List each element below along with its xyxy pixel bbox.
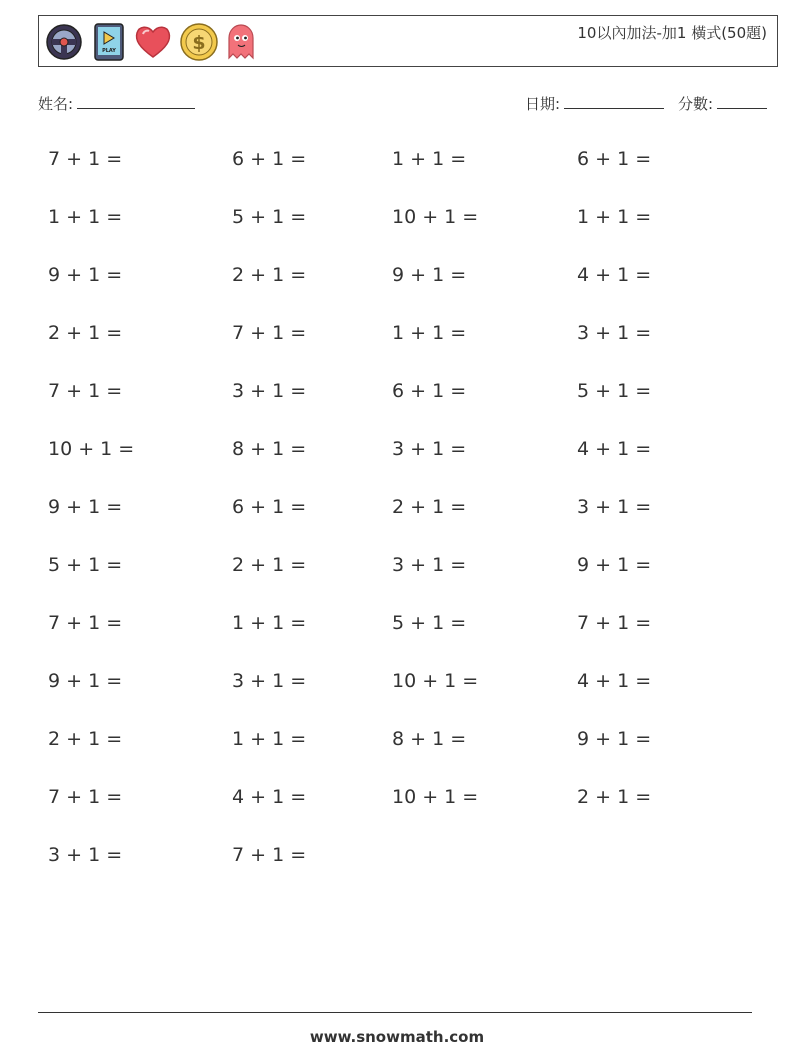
problem-item: 9 + 1 = [48,670,123,692]
problem-item: 5 + 1 = [577,380,652,402]
score-blank[interactable] [717,94,767,109]
problem-item: 3 + 1 = [392,554,467,576]
problem-item: 9 + 1 = [577,728,652,750]
problem-item: 7 + 1 = [48,786,123,808]
problem-item: 2 + 1 = [577,786,652,808]
footer-divider [38,1012,752,1013]
problem-item: 6 + 1 = [232,148,307,170]
problem-item: 1 + 1 = [232,612,307,634]
problem-item: 1 + 1 = [577,206,652,228]
heart-icon [133,22,173,62]
footer-website: www.snowmath.com [309,1028,485,1046]
problem-item: 4 + 1 = [577,438,652,460]
icon-strip [43,22,257,62]
problem-item: 3 + 1 = [392,438,467,460]
problem-item: 2 + 1 = [232,554,307,576]
problem-item: 5 + 1 = [232,206,307,228]
problem-item: 2 + 1 = [232,264,307,286]
problem-item: 5 + 1 = [48,554,123,576]
problem-item: 2 + 1 = [48,728,123,750]
header-box [38,15,778,67]
problem-item: 7 + 1 = [48,380,123,402]
svg-text:PLAY: PLAY [102,48,116,54]
problem-item: 10 + 1 = [48,438,135,460]
name-label: 姓名: [38,95,74,113]
problem-item: 9 + 1 = [48,496,123,518]
steering-wheel-icon [43,22,85,62]
problem-item: 7 + 1 = [577,612,652,634]
play-tablet-icon [91,22,127,62]
date-label: 日期: [525,95,561,113]
problem-item: 8 + 1 = [232,438,307,460]
problem-item: 9 + 1 = [392,264,467,286]
problem-item: 3 + 1 = [232,670,307,692]
problem-item: 10 + 1 = [392,206,479,228]
score-label: 分數: [678,95,714,113]
score-field [678,93,767,114]
pink-ghost-icon [225,22,257,62]
date-field [525,93,664,114]
problem-item: 1 + 1 = [392,322,467,344]
problem-item: 5 + 1 = [392,612,467,634]
problem-item: 10 + 1 = [392,670,479,692]
problem-item: 3 + 1 = [232,380,307,402]
problem-item: 3 + 1 = [48,844,123,866]
problem-item: 7 + 1 = [232,844,307,866]
name-blank[interactable] [77,94,195,109]
problem-item: 2 + 1 = [48,322,123,344]
problem-item: 3 + 1 = [577,322,652,344]
problem-item: 6 + 1 = [577,148,652,170]
problem-item: 9 + 1 = [48,264,123,286]
dollar-coin-icon [179,22,219,62]
problem-item: 9 + 1 = [577,554,652,576]
problem-item: 7 + 1 = [48,148,123,170]
problem-item: 4 + 1 = [577,264,652,286]
problem-item: 7 + 1 = [232,322,307,344]
problem-item: 6 + 1 = [392,380,467,402]
svg-text:$: $ [192,32,206,54]
name-field [38,93,195,114]
problem-item: 1 + 1 = [232,728,307,750]
problem-item: 1 + 1 = [48,206,123,228]
problem-item: 6 + 1 = [232,496,307,518]
worksheet-title: 10以內加法-加1 橫式(50題) [577,24,767,42]
problem-item: 2 + 1 = [392,496,467,518]
problem-item: 10 + 1 = [392,786,479,808]
problem-item: 1 + 1 = [392,148,467,170]
date-blank[interactable] [564,94,664,109]
problem-item: 4 + 1 = [577,670,652,692]
problem-item: 8 + 1 = [392,728,467,750]
problem-item: 3 + 1 = [577,496,652,518]
problem-item: 7 + 1 = [48,612,123,634]
problem-item: 4 + 1 = [232,786,307,808]
